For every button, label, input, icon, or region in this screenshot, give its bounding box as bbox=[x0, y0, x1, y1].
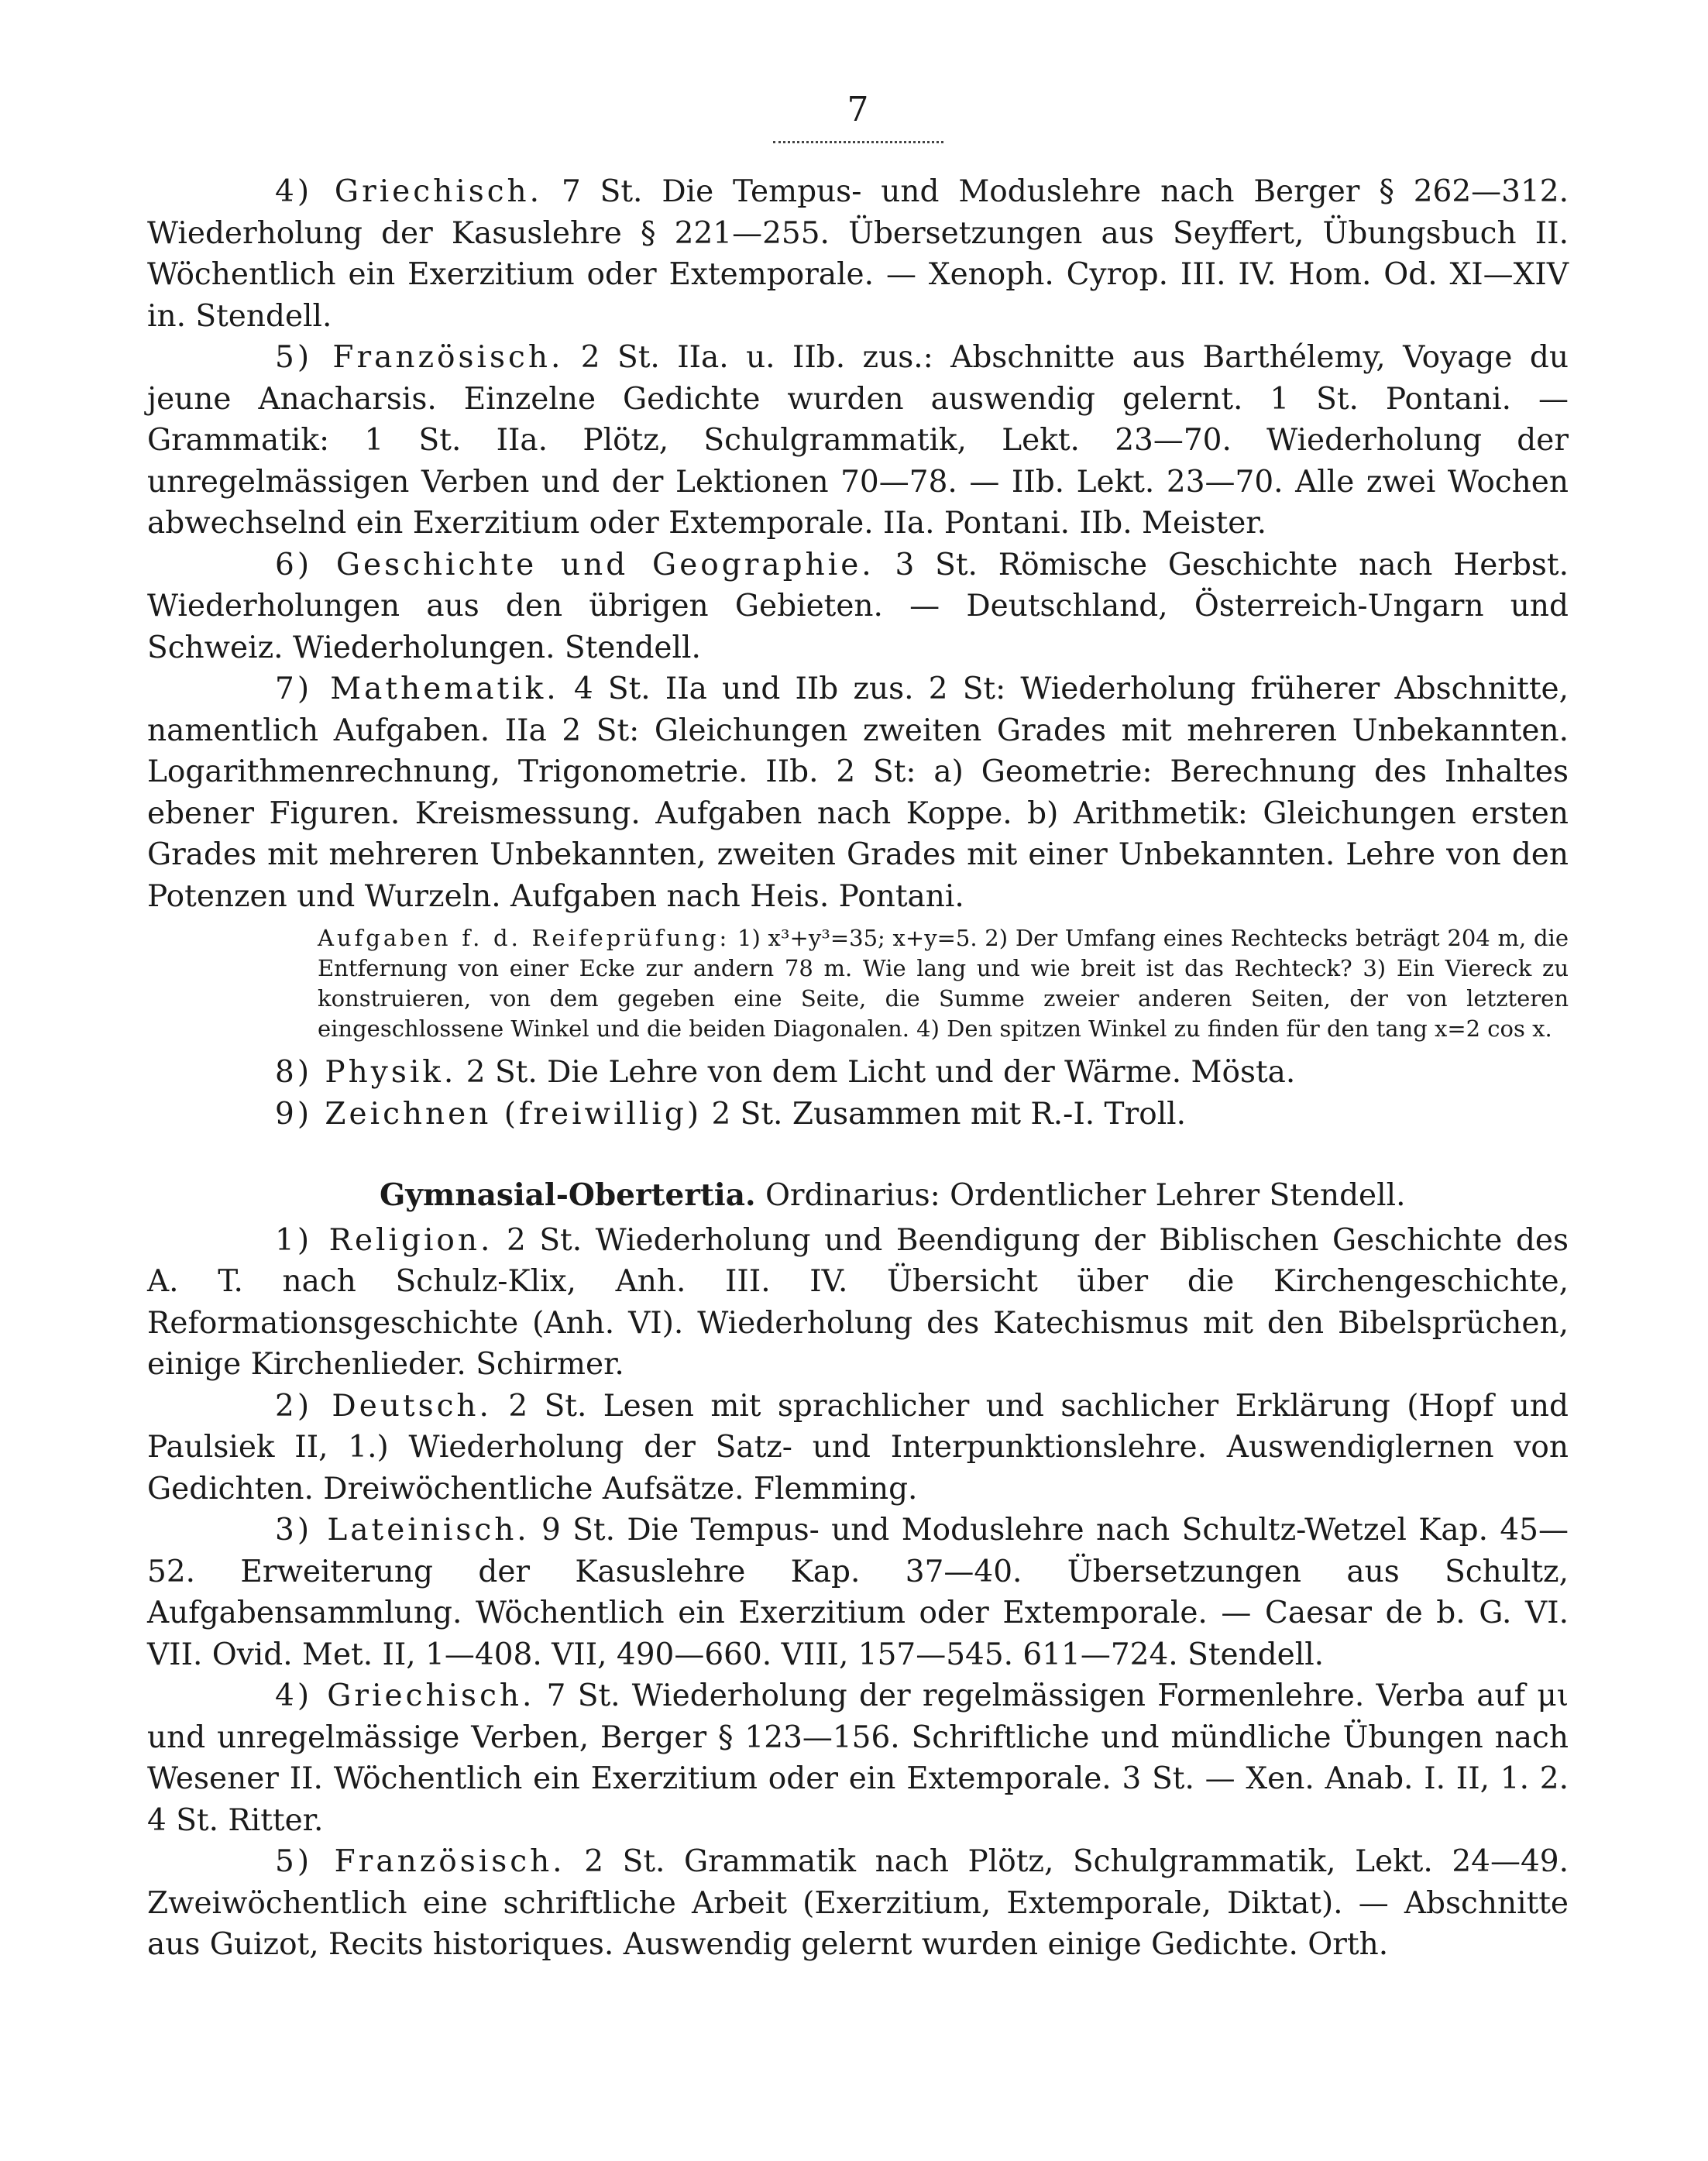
subject-lead: 9) Zeichnen (freiwillig) bbox=[275, 1096, 703, 1132]
subject-lead: 7) Mathematik. bbox=[275, 672, 559, 706]
page-number: 7 bbox=[847, 90, 869, 129]
exam-note-lead: Aufgaben f. d. Reifeprüfung: bbox=[318, 925, 730, 951]
section-heading-obertertia bbox=[147, 1175, 1569, 1217]
paragraph-body: 2 St. Grammatik nach Plötz, Schulgrammatik, Lekt. 24—49. Zweiwöchentlich eine schriftliche Arbeit (Exerzitium, Extemporale, Diktat). — Abschnitte aus Guizot, Recits historiques. Auswendig gelernt wurden einige Gedichte. Orth. bbox=[147, 1844, 1569, 1962]
paragraph-body: 9 St. Die Tempus- und Moduslehre nach Schultz-Wetzel Kap. 45—52. Erweiterung der Kasuslehre Kap. 37—40. Übersetzungen aus Schultz, Aufgabensammlung. Wöchentlich ein Exerzitium oder Extemporale. — Caesar de b. G. VI. VII. Ovid. Met. II, 1—408. VII, 490—660. VIII, 157—545. 611—724. Stendell. bbox=[147, 1513, 1569, 1672]
paragraph-griechisch-iiia bbox=[147, 1675, 1569, 1841]
paragraph-body: 2 St. Wiederholung und Beendigung der Biblischen Geschichte des A. T. nach Schulz-Klix, Anh. III. IV. Übersicht über die Kirchengeschichte, Reformationsgeschichte (Anh. VI). Wiederholung des Katechismus mit den Bibelsprüchen, einige Kirchenlieder. Schirmer. bbox=[147, 1222, 1569, 1382]
paragraph-franzoesisch-ii bbox=[147, 337, 1569, 545]
paragraph-body: 2 St. Zusammen mit R.-I. Troll. bbox=[702, 1096, 1187, 1132]
decorative-rule bbox=[773, 132, 943, 143]
paragraph-body: 4 St. IIa und IIb zus. 2 St: Wiederholung früherer Abschnitte, namentlich Aufgaben. IIa 2 St: Gleichungen zweiten Grades mit mehreren Unbekannten. Logarithmenrechnung, Trigonometrie. IIb. 2 St: a) Geometrie: Berechnung des Inhaltes ebener Figuren. Kreismessung. Aufgaben nach Koppe. b) Arithmetik: Gleichungen ersten Grades mit mehreren Unbekannten, zweiten Grades mit einer Unbekannten. Lehre von den Potenzen und Wurzeln. Aufgaben nach Heis. Pontani. bbox=[147, 672, 1569, 914]
document-page bbox=[147, 90, 1569, 1966]
subject-lead: 5) Französisch. bbox=[275, 340, 564, 375]
paragraph-mathematik-ii bbox=[147, 668, 1569, 917]
subject-lead: 5) Französisch. bbox=[275, 1844, 565, 1879]
subject-lead: 8) Physik. bbox=[275, 1055, 457, 1090]
paragraph-zeichnen-ii bbox=[147, 1094, 1569, 1135]
paragraph-geschichte-ii bbox=[147, 545, 1569, 669]
section-ordinarius: Ordinarius: Ordentlicher Lehrer Stendell. bbox=[755, 1178, 1406, 1213]
paragraph-lateinisch-iiia bbox=[147, 1510, 1569, 1675]
paragraph-physik-ii bbox=[147, 1052, 1569, 1094]
subject-lead: 6) Geschichte und Geographie. bbox=[275, 547, 875, 582]
paragraph-deutsch-iiia bbox=[147, 1386, 1569, 1510]
subject-lead: 4) Griechisch. bbox=[275, 174, 543, 209]
paragraph-griechisch-ii bbox=[147, 171, 1569, 337]
paragraph-body: 7 St. Die Tempus- und Moduslehre nach Berger § 262—312. Wiederholung der Kasuslehre § 221—255. Übersetzungen aus Seyffert, Übungsbuch II. Wöchentlich ein Exerzitium oder Extemporale. — Xenoph. Cyrop. III. IV. Hom. Od. XI—XIV in. Stendell. bbox=[147, 174, 1569, 334]
paragraph-body: 2 St. IIa. u. IIb. zus.: Abschnitte aus Barthélemy, Voyage du jeune Anacharsis. Einzelne Gedichte wurden auswendig gelernt. 1 St. Pontani. — Grammatik: 1 St. IIa. Plötz, Schulgrammatik, Lekt. 23—70. Wiederholung der unregelmässigen Verben und der Lektionen 70—78. — IIb. Lekt. 23—70. Alle zwei Wochen abwechselnd ein Exerzitium oder Extemporale. IIa. Pontani. IIb. Meister. bbox=[147, 340, 1569, 541]
subject-lead: 4) Griechisch. bbox=[275, 1678, 535, 1713]
exam-note-body: 1) x³+y³=35; x+y=5. 2) Der Umfang eines Rechtecks beträgt 204 m, die Entfernung von einer Ecke zur andern 78 m. Wie lang und wie breit ist das Rechteck? 3) Ein Viereck zu konstruieren, von dem gegeben eine Seite, die Summe zweier anderen Seiten, der von letzteren eingeschlossene Winkel und die beiden Diagonalen. 4) Den spitzen Winkel zu finden für den tang x=2 cos x. bbox=[318, 925, 1569, 1042]
subject-lead: 2) Deutsch. bbox=[275, 1388, 492, 1424]
paragraph-body: 7 St. Wiederholung der regelmässigen Formenlehre. Verba auf μι und unregelmässige Verben, Berger § 123—156. Schriftliche und mündliche Übungen nach Wesener II. Wöchentlich ein Exerzitium oder ein Extemporale. 3 St. — Xen. Anab. I. II, 1. 2. 4 St. Ritter. bbox=[147, 1678, 1569, 1838]
subject-lead: 1) Religion. bbox=[275, 1222, 493, 1258]
paragraph-franzoesisch-iiia bbox=[147, 1841, 1569, 1966]
page-header bbox=[147, 90, 1569, 143]
section-title: Gymnasial-Obertertia. bbox=[380, 1177, 756, 1213]
paragraph-body: 3 St. Römische Geschichte nach Herbst. Wiederholungen aus den übrigen Gebieten. — Deutschland, Österreich-Ungarn und Schweiz. Wiederholungen. Stendell. bbox=[147, 547, 1569, 665]
exam-tasks-note bbox=[318, 923, 1569, 1044]
paragraph-body: 2 St. Lesen mit sprachlicher und sachlicher Erklärung (Hopf und Paulsiek II, 1.) Wiederholung der Satz- und Interpunktionslehre. Auswendiglernen von Gedichten. Dreiwöchentliche Aufsätze. Flemming. bbox=[147, 1388, 1569, 1507]
paragraph-religion-iiia bbox=[147, 1220, 1569, 1386]
paragraph-body: 2 St. Die Lehre von dem Licht und der Wärme. Mösta. bbox=[456, 1055, 1296, 1090]
subject-lead: 3) Lateinisch. bbox=[275, 1513, 530, 1548]
